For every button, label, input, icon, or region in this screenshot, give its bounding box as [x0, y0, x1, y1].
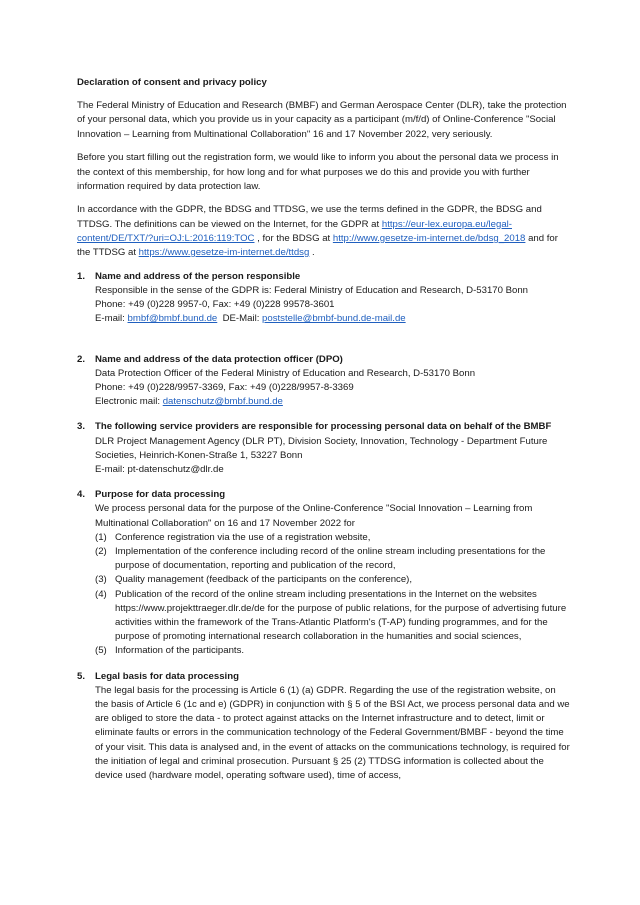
section-number: 1. [77, 270, 86, 282]
gdpr-definitions-paragraph [77, 203, 570, 260]
section-heading [77, 353, 570, 367]
email-line [95, 312, 570, 326]
purpose-intro: We process personal data for the purpose of the Online-Conference "Social Innovation – Learning from Multinational Collaboration" on 16 and 17 November 2022 for [95, 503, 533, 529]
section-purpose [77, 488, 570, 658]
section-number: 2. [77, 353, 86, 365]
demail-link[interactable]: poststelle@bmbf-bund.de-mail.de [262, 313, 406, 325]
section-heading [77, 670, 570, 684]
item-text: Publication of the record of the online stream including presentations in the Internet on the websites https://www.projekttraeger.dlr.de/de for the purpose of public relations, for the purpose of advertising future activities within the framework of the Trans-Atlantic Platform's (T-AP) funding programmes, and for the purpose of promoting international research collaboration in the humanities and social sciences, [115, 588, 567, 643]
item-text: Implementation of the conference including record of the online stream including presentations for the purpose of documentation, reporting and publication of the record, [115, 545, 546, 572]
legal-basis-text: The legal basis for the processing is Article 6 (1) (a) GDPR. Regarding the use of the registration website, on the basis of Article 6 (1c and e) (GDPR) in conjunction with § 5 of the BSI Act, we process personal data and we are obliged to store the data - to protect against attacks on the Internet infrastructure and to detect, limit or eliminate faults or errors in the communication technology of the Federal Government/BMBF - beyond the time of your visit. This data is analysed and, in the event of attacks on the communications technology, is required for the initiation of legal and criminal prosecution. Pursuant § 25 (2) TTDSG information is collected about the device used (hardware model, operating software used), time of access, [95, 684, 570, 782]
list-item [95, 644, 570, 658]
section-title: The following service providers are responsible for processing personal data on behalf of the BMBF [95, 421, 552, 433]
item-number: (5) [95, 645, 107, 657]
phone-fax-line: Phone: +49 (0)228 9957-0, Fax: +49 (0)228 99578-3601 [95, 299, 335, 311]
item-number: (1) [95, 531, 107, 543]
ttdsg-link[interactable]: https://www.gesetze-im-internet.de/ttdsg [138, 247, 310, 259]
item-number: (3) [95, 574, 107, 586]
section-number: 3. [77, 421, 86, 433]
section-body [77, 684, 570, 783]
intro-paragraph-2: Before you start filling out the registration form, we would like to inform you about the personal data we process in the context of this membership, for how long and for what purposes we do this and provide you with further information required by data protection law. [77, 152, 559, 192]
section-data-protection-officer [77, 353, 570, 410]
section-title: Name and address of the person responsible [95, 270, 301, 282]
provider-line: DLR Project Management Agency (DLR PT), Division Society, Innovation, Technology - Department Future Societies, Heinrich-Konen-Straße 1, 53227 Bonn [95, 435, 548, 461]
page-title: Declaration of consent and privacy policy [77, 77, 267, 88]
list-item [95, 588, 570, 645]
section-body [77, 367, 570, 410]
item-number: (4) [95, 588, 107, 600]
gdpr-text-4: . [309, 247, 315, 259]
intro-paragraph-1: The Federal Ministry of Education and Research (BMBF) and German Aerospace Center (DLR), take the protection of your personal data, which you provide us in your capacity as a participant (m/f/d) of Online-Conference "Social Innovation – Learning from Multinational Collaboration" 16 and 17 November 2022, very seriously. [77, 100, 567, 140]
section-heading [77, 270, 570, 284]
section-body [77, 502, 570, 658]
section-responsible-person [77, 270, 570, 327]
item-number: (2) [95, 545, 107, 557]
provider-email-line: E-mail: pt-datenschutz@dlr.de [95, 463, 224, 475]
item-text: Information of the participants. [115, 645, 245, 657]
section-title: Name and address of the data protection officer (DPO) [95, 353, 343, 365]
dpo-line: Data Protection Officer of the Federal Ministry of Education and Research, D-53170 Bonn [95, 367, 476, 379]
gdpr-link[interactable]: https://eur-lex.europa.eu/legal-content/DE/TXT/?uri=OJ:L:2016:119:TOC [77, 218, 512, 244]
section-title: Legal basis for data processing [95, 670, 239, 682]
responsible-line: Responsible in the sense of the GDPR is: Federal Ministry of Education and Research, D-53170 Bonn [95, 284, 529, 296]
list-item [95, 573, 570, 587]
section-body [77, 284, 570, 327]
section-service-providers [77, 420, 570, 477]
item-text: Quality management (feedback of the participants on the conference), [115, 574, 413, 586]
section-number: 5. [77, 670, 86, 682]
bdsg-link[interactable]: http://www.gesetze-im-internet.de/bdsg_2018 [332, 232, 526, 244]
bmbf-email-link[interactable]: bmbf@bmbf.bund.de [127, 313, 218, 325]
item-text: Conference registration via the use of a registration website, [115, 531, 371, 543]
section-heading [77, 420, 570, 434]
gdpr-text-3: and for the TTDSG at [77, 232, 558, 259]
email-label: E-mail: [95, 313, 128, 325]
purpose-list [95, 531, 570, 659]
email-line [95, 395, 570, 409]
list-item [95, 545, 570, 573]
gdpr-text-1: In accordance with the GDPR, the BDSG and TTDSG, we use the terms defined in the GDPR, the BDSG and TTDSG. The definitions can be viewed on the Internet, for the GDPR at [77, 204, 542, 230]
section-legal-basis [77, 670, 570, 784]
email-label: Electronic mail: [95, 396, 163, 408]
section-title: Purpose for data processing [95, 489, 226, 501]
section-body [77, 435, 570, 478]
phone-fax-line: Phone: +49 (0)228/9957-3369, Fax: +49 (0)228/9957-8-3369 [95, 381, 354, 393]
section-heading [77, 488, 570, 502]
demail-label: DE-Mail: [217, 313, 263, 325]
list-item [95, 531, 570, 545]
dpo-email-link[interactable]: datenschutz@bmbf.bund.de [162, 396, 283, 408]
section-number: 4. [77, 489, 86, 501]
gdpr-text-2: , for the BDSG at [254, 232, 333, 244]
